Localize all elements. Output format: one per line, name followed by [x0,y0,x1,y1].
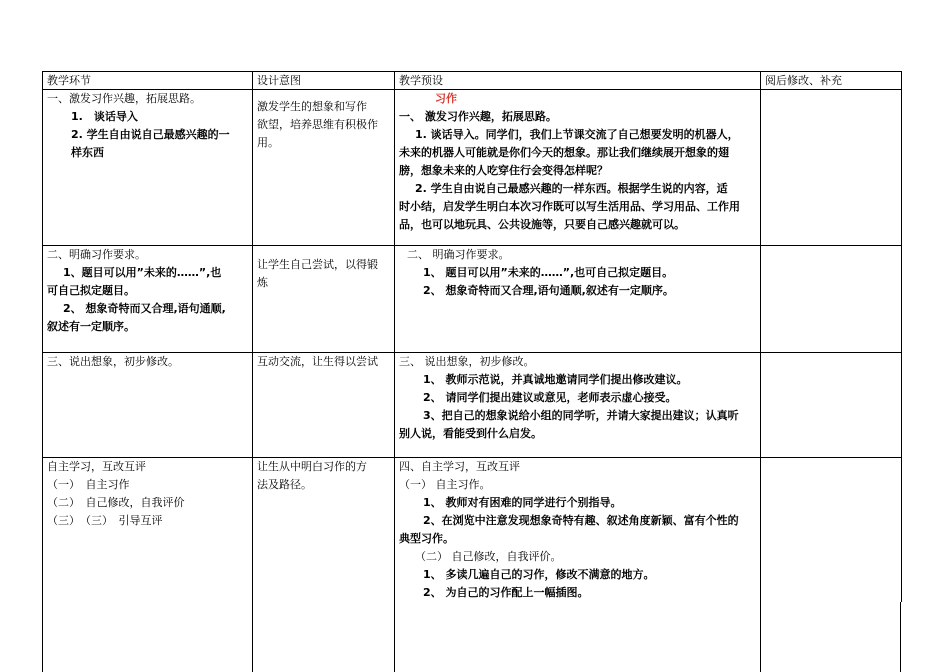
plan-line: （二） 自己修改，自我评价。 [415,550,562,563]
stage-line: （一） 自主习作 [47,478,130,491]
intent-line: 让生从中明白习作的方 [257,460,367,473]
stage-line: 自主学习，互改互评 [47,460,146,473]
plan-line: 典型习作。 [399,532,454,545]
table-header-row [43,72,902,90]
stage-line: 2、 想象奇特而又合理,语句通顺, [63,302,226,315]
composition-title: 习作 [435,92,457,105]
intent-line: 让学生自己尝试，以得锻 [257,258,378,271]
intent-line: 法及路径。 [257,478,312,491]
revision-cell [761,246,902,353]
plan-line: 别人说，看能受到什么启发。 [399,427,542,440]
table-row [43,458,902,603]
plan-line: 1、 教师对有困难的同学进行个别指导。 [423,496,622,509]
plan-line: 2、在浏览中注意发现想象奇特有趣、叙述角度新颖、富有个性的 [423,514,739,527]
intent-line: 欲望，培养思维有积极作 [257,118,378,131]
intent-cell [253,246,395,353]
stage-line: 可自己拟定题目。 [47,284,135,297]
plan-line: （一） 自主习作。 [399,478,491,491]
plan-line: 3、把自己的想象说给小组的同学听，并请大家提出建议；认真听 [423,409,739,422]
plan-line: 2. 学生自由说自己最感兴趣的一样东西。根据学生说的内容，适 [415,182,728,195]
plan-cell [395,246,761,353]
column-border [42,602,43,672]
header-revision-notes: 阅后修改、补充 [761,72,902,90]
plan-line: 2、 请同学们提出建议或意见，老师表示虚心接受。 [423,391,677,404]
plan-line: 一、 激发习作兴趣，拓展思路。 [399,110,557,123]
intent-cell [253,90,395,246]
header-teaching-plan: 教学预设 [395,72,761,90]
plan-line: 1、 多读几遍自己的习作，修改不满意的地方。 [423,568,655,581]
stage-line: 1、题目可以用”未来的……”,也 [63,266,222,279]
stage-line: 样东西 [71,146,104,159]
intent-line: 用。 [257,136,279,149]
stage-line: 2. 学生自由说自己最感兴趣的一 [71,128,230,141]
plan-line: 2、 想象奇特而又合理,语句通顺,叙述有一定顺序。 [423,284,674,297]
plan-line: 时小结，启发学生明白本次习作既可以写生活用品、学习用品、工作用 [399,200,740,213]
intent-cell [253,353,395,458]
plan-line: 膀，想象未来的人吃穿住行会变得怎样呢？ [399,164,608,177]
intent-cell [253,458,395,603]
column-border [252,602,253,672]
stage-cell [43,353,253,458]
table-row [43,90,902,246]
stage-cell [43,90,253,246]
revision-cell [761,90,902,246]
stage-cell [43,246,253,353]
plan-line: 1、 题目可以用”未来的……”,也可自己拟定题目。 [423,266,674,279]
plan-cell [395,353,761,458]
header-design-intent: 设计意图 [253,72,395,90]
stage-line: 三、说出想象，初步修改。 [47,355,179,368]
plan-line: 1. 谈话导入。同学们，我们上节课交流了自己想要发明的机器人， [415,128,739,141]
column-border [394,602,395,672]
stage-line: （三） （三） 引导互评 [47,514,163,527]
page-bottom-margin [0,602,950,672]
plan-cell [395,458,761,603]
revision-cell [761,353,902,458]
stage-line: 1. 谈话导入 [71,110,138,123]
stage-line: 一、激发习作兴趣，拓展思路。 [47,92,201,105]
intent-line: 炼 [257,276,268,289]
revision-cell [761,458,902,603]
lesson-plan-table [42,71,902,603]
stage-cell [43,458,253,603]
plan-line: 二、 明确习作要求。 [407,248,510,261]
plan-line: 品，也可以地玩具、公共设施等，只要自己感兴趣就可以。 [399,218,685,231]
plan-line: 三、 说出想象，初步修改。 [399,355,535,368]
stage-line: （二） 自己修改，自我评价 [47,496,185,509]
table-row [43,353,902,458]
plan-cell [395,90,761,246]
plan-line: 2、 为自己的习作配上一幅插图。 [423,586,589,599]
intent-line: 互动交流，让生得以尝试 [257,355,378,368]
column-border [900,602,901,672]
stage-line: 二、明确习作要求。 [47,248,146,261]
plan-line: 四、自主学习，互改互评 [399,460,520,473]
table-row [43,246,902,353]
plan-line: 未来的机器人可能就是你们今天的想象。那让我们继续展开想象的翅 [399,146,729,159]
plan-line: 1、 教师示范说，并真诚地邀请同学们提出修改建议。 [423,373,688,386]
header-teaching-stage: 教学环节 [43,72,253,90]
stage-line: 叙述有一定顺序。 [47,320,135,333]
intent-line: 激发学生的想象和写作 [257,100,367,113]
column-border [760,602,761,672]
